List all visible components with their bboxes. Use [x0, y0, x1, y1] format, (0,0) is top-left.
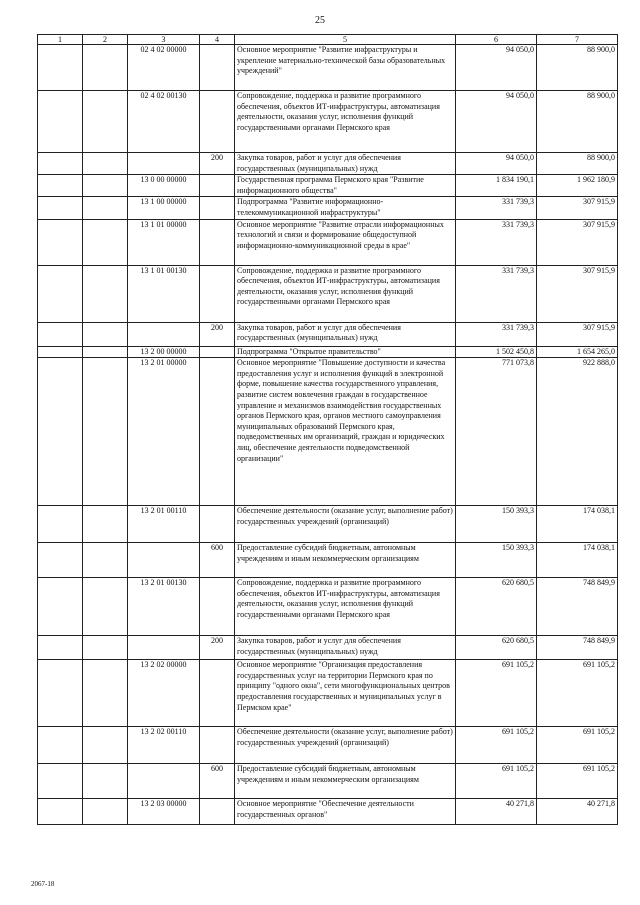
amount-year-2: 88 900,0	[537, 153, 618, 175]
table-row	[38, 578, 618, 636]
column-1-cell	[38, 543, 83, 578]
classification-code	[128, 636, 200, 660]
header-row	[38, 35, 618, 45]
column-1-cell	[38, 91, 83, 153]
column-2-cell	[83, 543, 128, 578]
expense-type-code	[200, 175, 235, 197]
classification-code	[128, 543, 200, 578]
expense-type-code	[200, 799, 235, 825]
item-name: Закупка товаров, работ и услуг для обеспечения государственных (муниципальных) нужд	[235, 636, 456, 660]
column-1-cell	[38, 578, 83, 636]
column-1-cell	[38, 727, 83, 764]
item-name: Основное мероприятие "Развитие инфраструктуры и укрепление материально-технической базы образовательных учреждений"	[235, 45, 456, 91]
amount-year-1: 620 680,5	[456, 578, 537, 636]
column-1-cell	[38, 506, 83, 543]
amount-year-2: 691 105,2	[537, 764, 618, 799]
item-name: Подпрограмма "Открытое правительство"	[235, 346, 456, 358]
amount-year-1: 331 739,3	[456, 265, 537, 322]
classification-code: 13 2 01 00130	[128, 578, 200, 636]
amount-year-1: 691 105,2	[456, 660, 537, 727]
table-row	[38, 506, 618, 543]
column-2-cell	[83, 219, 128, 265]
column-2-cell	[83, 660, 128, 727]
column-1-cell	[38, 799, 83, 825]
table-row	[38, 91, 618, 153]
column-2-cell	[83, 175, 128, 197]
classification-code: 02 4 02 00000	[128, 45, 200, 91]
amount-year-2: 174 038,1	[537, 543, 618, 578]
classification-code: 13 2 00 00000	[128, 346, 200, 358]
column-1-cell	[38, 660, 83, 727]
expense-type-code: 200	[200, 322, 235, 346]
amount-year-1: 94 050,0	[456, 45, 537, 91]
amount-year-1: 1 502 450,8	[456, 346, 537, 358]
expense-type-code	[200, 358, 235, 506]
classification-code: 02 4 02 00130	[128, 91, 200, 153]
column-1-cell	[38, 358, 83, 506]
column-header: 3	[128, 35, 200, 45]
column-2-cell	[83, 153, 128, 175]
amount-year-1: 40 271,8	[456, 799, 537, 825]
amount-year-2: 174 038,1	[537, 506, 618, 543]
column-1-cell	[38, 322, 83, 346]
classification-code: 13 2 02 00110	[128, 727, 200, 764]
amount-year-1: 331 739,3	[456, 322, 537, 346]
item-name: Закупка товаров, работ и услуг для обеспечения государственных (муниципальных) нужд	[235, 322, 456, 346]
column-2-cell	[83, 197, 128, 219]
amount-year-2: 88 900,0	[537, 91, 618, 153]
table-row	[38, 636, 618, 660]
item-name: Государственная программа Пермского края "Развитие информационного общества"	[235, 175, 456, 197]
classification-code: 13 0 00 00000	[128, 175, 200, 197]
column-2-cell	[83, 636, 128, 660]
amount-year-2: 40 271,8	[537, 799, 618, 825]
amount-year-1: 1 834 190,1	[456, 175, 537, 197]
column-2-cell	[83, 727, 128, 764]
expense-type-code: 600	[200, 543, 235, 578]
item-name: Основное мероприятие "Развитие отрасли информационных технологий и связи и формирование общедоступной информационно-коммуникационной среды в крае"	[235, 219, 456, 265]
expense-type-code	[200, 727, 235, 764]
classification-code: 13 2 03 00000	[128, 799, 200, 825]
table-row	[38, 265, 618, 322]
table-row	[38, 219, 618, 265]
amount-year-1: 94 050,0	[456, 153, 537, 175]
amount-year-1: 331 739,3	[456, 197, 537, 219]
classification-code: 13 2 01 00110	[128, 506, 200, 543]
column-2-cell	[83, 346, 128, 358]
expense-type-code	[200, 346, 235, 358]
expense-type-code	[200, 265, 235, 322]
table-row	[38, 175, 618, 197]
item-name: Обеспечение деятельности (оказание услуг, выполнение работ) государственных учреждений (организаций)	[235, 506, 456, 543]
column-1-cell	[38, 636, 83, 660]
amount-year-2: 307 915,9	[537, 219, 618, 265]
amount-year-2: 691 105,2	[537, 660, 618, 727]
table-row	[38, 153, 618, 175]
expense-type-code	[200, 45, 235, 91]
table-row	[38, 322, 618, 346]
classification-code	[128, 153, 200, 175]
item-name: Подпрограмма "Развитие информационно-телекоммуникационной инфраструктуры"	[235, 197, 456, 219]
column-1-cell	[38, 219, 83, 265]
expense-type-code	[200, 578, 235, 636]
page-number: 25	[315, 15, 325, 26]
classification-code: 13 1 01 00130	[128, 265, 200, 322]
classification-code	[128, 322, 200, 346]
column-1-cell	[38, 197, 83, 219]
amount-year-1: 331 739,3	[456, 219, 537, 265]
item-name: Сопровождение, поддержка и развитие программного обеспечения, объектов ИТ-инфраструктуры, автоматизация деятельности, оказания услуг, исполнения функций государственными органами Пермского края	[235, 265, 456, 322]
column-2-cell	[83, 358, 128, 506]
document-code: 2067-18	[31, 880, 55, 888]
item-name: Сопровождение, поддержка и развитие программного обеспечения, объектов ИТ-инфраструктуры, автоматизация деятельности, оказания услуг, исполнения функций государственными органами Пермского края	[235, 578, 456, 636]
classification-code	[128, 764, 200, 799]
table-row	[38, 45, 618, 91]
column-header: 7	[537, 35, 618, 45]
table-row	[38, 197, 618, 219]
column-2-cell	[83, 322, 128, 346]
column-header: 6	[456, 35, 537, 45]
expense-type-code: 600	[200, 764, 235, 799]
item-name: Сопровождение, поддержка и развитие программного обеспечения, объектов ИТ-инфраструктуры, автоматизация деятельности, оказания услуг, исполнения функций государственными органами Пермского края	[235, 91, 456, 153]
expense-type-code	[200, 219, 235, 265]
table-row	[38, 543, 618, 578]
amount-year-2: 748 849,9	[537, 578, 618, 636]
column-header: 5	[235, 35, 456, 45]
column-2-cell	[83, 799, 128, 825]
column-1-cell	[38, 346, 83, 358]
table-row	[38, 358, 618, 506]
item-name: Предоставление субсидий бюджетным, автономным учреждениям и иным некоммерческим организациям	[235, 543, 456, 578]
amount-year-2: 1 962 180,9	[537, 175, 618, 197]
column-header: 2	[83, 35, 128, 45]
column-2-cell	[83, 45, 128, 91]
amount-year-1: 691 105,2	[456, 727, 537, 764]
amount-year-1: 150 393,3	[456, 543, 537, 578]
table-row	[38, 727, 618, 764]
expense-type-code	[200, 506, 235, 543]
item-name: Закупка товаров, работ и услуг для обеспечения государственных (муниципальных) нужд	[235, 153, 456, 175]
table-row	[38, 660, 618, 727]
expense-type-code	[200, 197, 235, 219]
item-name: Предоставление субсидий бюджетным, автономным учреждениям и иным некоммерческим организациям	[235, 764, 456, 799]
table-row	[38, 346, 618, 358]
column-1-cell	[38, 45, 83, 91]
amount-year-1: 150 393,3	[456, 506, 537, 543]
table-row	[38, 764, 618, 799]
item-name: Основное мероприятие "Обеспечение деятельности государственных органов"	[235, 799, 456, 825]
column-2-cell	[83, 578, 128, 636]
expense-type-code	[200, 91, 235, 153]
amount-year-1: 94 050,0	[456, 91, 537, 153]
expense-type-code: 200	[200, 636, 235, 660]
column-2-cell	[83, 265, 128, 322]
amount-year-1: 691 105,2	[456, 764, 537, 799]
classification-code: 13 1 01 00000	[128, 219, 200, 265]
amount-year-2: 691 105,2	[537, 727, 618, 764]
amount-year-2: 922 888,0	[537, 358, 618, 506]
column-1-cell	[38, 175, 83, 197]
expense-type-code	[200, 660, 235, 727]
amount-year-2: 748 849,9	[537, 636, 618, 660]
item-name: Основное мероприятие "Повышение доступности и качества предоставления услуг и исполнения функций в электронной форме, повышение качества государственного управления, развитие систем вовлечения граждан в государственное управление и механизмов взаимодействия государственных органов Пермского края, органов местного самоуправления муниципальных образований Пермского края, подведомственных им организаций, граждан и юридических лиц, обеспечение деятельности подведомственной организации"	[235, 358, 456, 506]
amount-year-2: 307 915,9	[537, 197, 618, 219]
column-1-cell	[38, 764, 83, 799]
column-2-cell	[83, 91, 128, 153]
amount-year-2: 1 654 265,0	[537, 346, 618, 358]
classification-code: 13 1 00 00000	[128, 197, 200, 219]
amount-year-2: 307 915,9	[537, 265, 618, 322]
item-name: Обеспечение деятельности (оказание услуг, выполнение работ) государственных учреждений (организаций)	[235, 727, 456, 764]
budget-table	[37, 34, 618, 825]
amount-year-2: 88 900,0	[537, 45, 618, 91]
amount-year-1: 620 680,5	[456, 636, 537, 660]
column-1-cell	[38, 153, 83, 175]
column-header: 4	[200, 35, 235, 45]
classification-code: 13 2 02 00000	[128, 660, 200, 727]
table-row	[38, 799, 618, 825]
column-2-cell	[83, 506, 128, 543]
amount-year-2: 307 915,9	[537, 322, 618, 346]
column-2-cell	[83, 764, 128, 799]
item-name: Основное мероприятие "Организация предоставления государственных услуг на территории Пермского края по принципу "одного окна", сети многофункциональных центров предоставления государственных и муниципальных услуг в Пермском крае"	[235, 660, 456, 727]
classification-code: 13 2 01 00000	[128, 358, 200, 506]
column-header: 1	[38, 35, 83, 45]
expense-type-code: 200	[200, 153, 235, 175]
amount-year-1: 771 073,8	[456, 358, 537, 506]
column-1-cell	[38, 265, 83, 322]
